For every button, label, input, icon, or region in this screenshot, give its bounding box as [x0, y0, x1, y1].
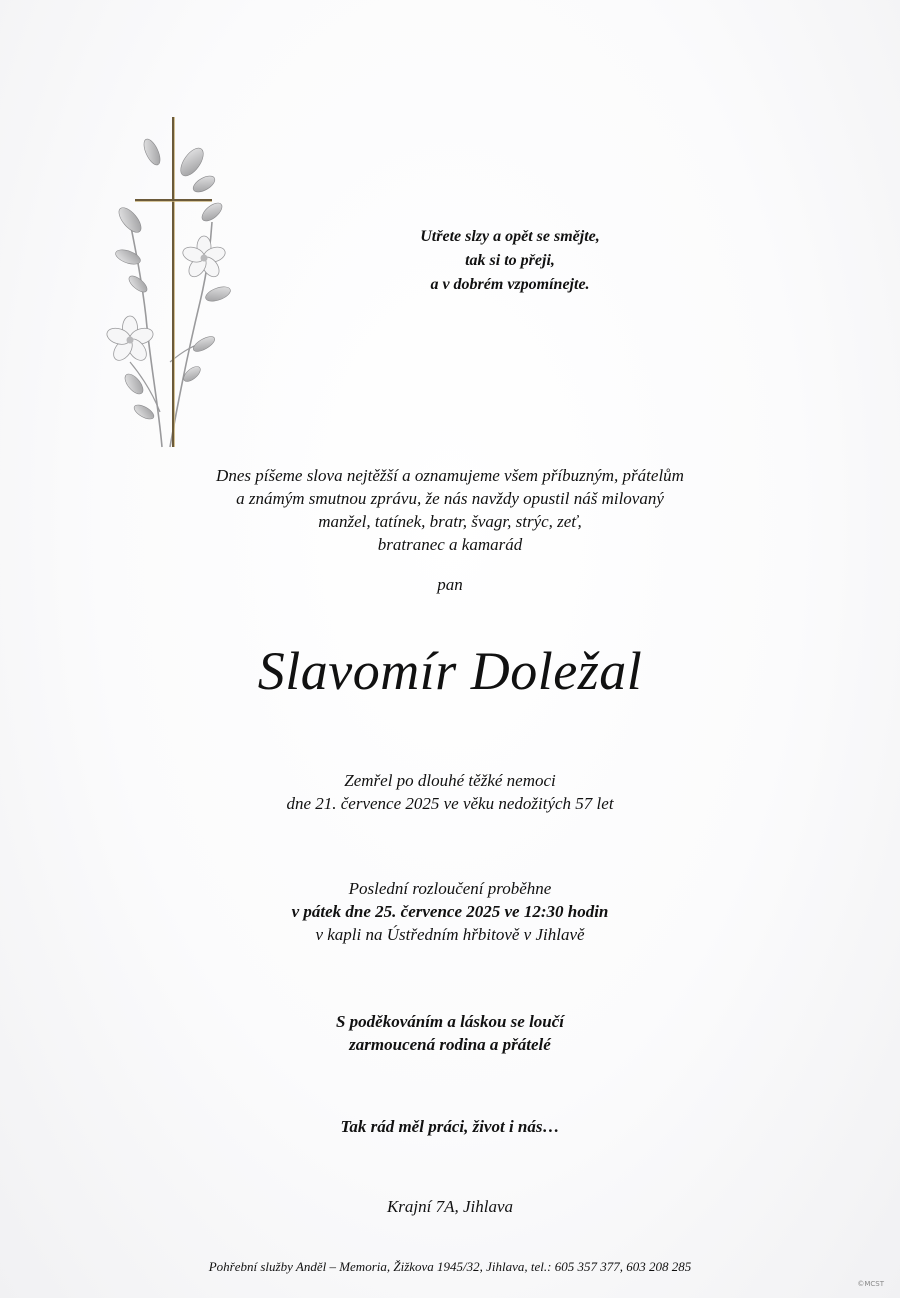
thanks-line-2: zarmoucená rodina a přátelé [349, 1035, 551, 1054]
motto-line-2: tak si to přeji, [465, 252, 555, 269]
announcement-line-3: manžel, tatínek, bratr, švagr, strýc, zeť, [318, 512, 582, 531]
motto-line-3: a v dobrém vzpomínejte. [430, 276, 590, 293]
honorific: pan [437, 575, 463, 594]
cross-flower-ornament [100, 112, 240, 462]
announcement-line-1: Dnes píšeme slova nejtěžší a oznamujeme všem příbuzným, přátelům [216, 466, 684, 485]
death-line-1: Zemřel po dlouhé těžké nemoci [344, 771, 556, 790]
motto-line-1: Utřete slzy a opět se smějte, [420, 228, 600, 245]
deceased-name: Slavomír Doležal [257, 641, 643, 701]
farewell-line-1: Poslední rozloučení proběhne [348, 879, 552, 898]
copyright-mark: ©MCST [857, 1280, 884, 1288]
tribute: Tak rád měl práci, život i nás… [340, 1117, 560, 1136]
announcement-line-2: a známým smutnou zprávu, že nás navždy opustil náš milovaný [236, 489, 664, 508]
announcement-line-4: bratranec a kamarád [377, 535, 523, 554]
address: Krajní 7A, Jihlava [386, 1197, 514, 1216]
farewell-datetime: v pátek dne 25. července 2025 ve 12:30 hodin [291, 902, 609, 921]
thanks-line-1: S poděkováním a láskou se loučí [335, 1012, 565, 1031]
funeral-service-footer: Pohřební služby Anděl – Memoria, Žižkova 1945/32, Jihlava, tel.: 605 357 377, 603 208 285 [208, 1259, 692, 1274]
death-line-2: dne 21. července 2025 ve věku nedožitých 57 let [286, 794, 614, 813]
farewell-location: v kapli na Ústředním hřbitově v Jihlavě [315, 925, 585, 944]
